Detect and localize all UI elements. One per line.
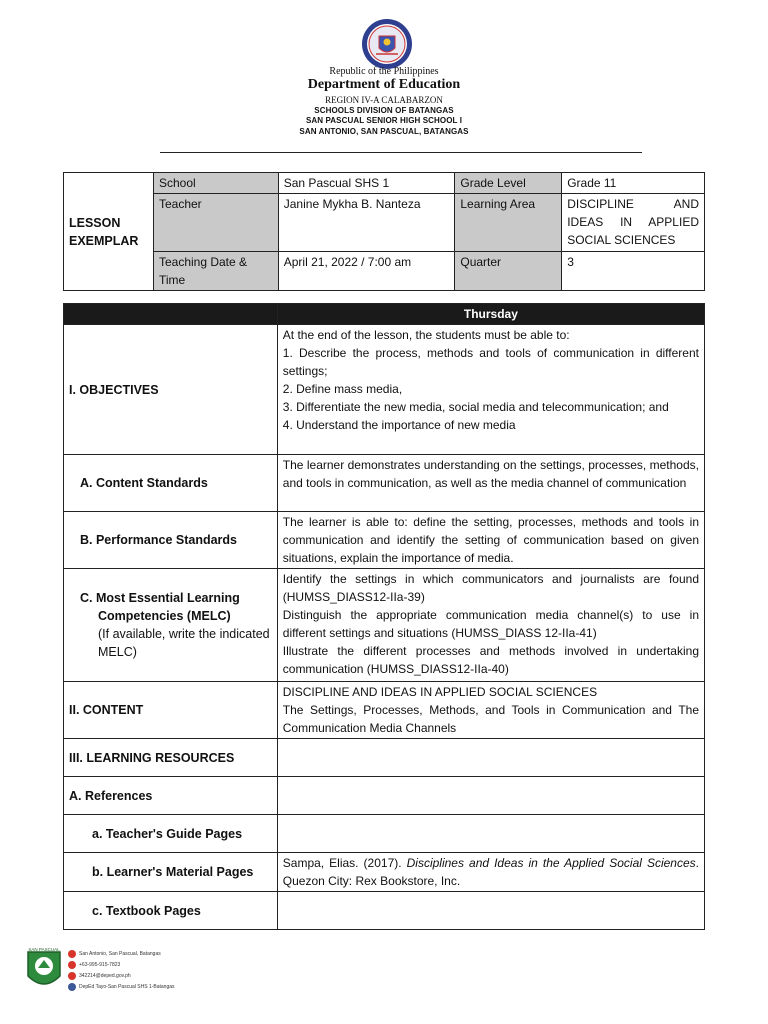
lesson-exemplar-label: LESSON EXEMPLAR	[64, 173, 154, 291]
teachers-guide-label: a. Teacher's Guide Pages	[64, 815, 278, 853]
references-label: A. References	[64, 777, 278, 815]
content-cell	[277, 682, 704, 739]
learners-material-label: b. Learner's Material Pages	[64, 853, 278, 892]
content-label: II. CONTENT	[64, 682, 278, 739]
textbook-pages-label: c. Textbook Pages	[64, 892, 278, 930]
logo-text: SAN PASCUAL	[28, 947, 60, 952]
lm-publisher: . Quezon City: Rex Bookstore, Inc.	[282, 856, 699, 888]
melc-item: Illustrate the different processes and methods involved in undertaking communication (HUMSS_DIASS12-IIa-40)	[282, 644, 699, 676]
email-text[interactable]: 342214@deped.gov.ph	[79, 972, 131, 979]
objectives-label: I. OBJECTIVES	[64, 325, 278, 455]
contact-facebook	[68, 981, 218, 992]
lm-author: Sampa, Elias. (2017).	[282, 856, 407, 870]
school-name-text: SAN PASCUAL SENIOR HIGH SCHOOL I	[305, 116, 463, 125]
references-cell	[277, 777, 704, 815]
contact-address	[68, 948, 218, 959]
melc-note: (If available, write the indicated MELC)	[98, 627, 270, 659]
grade-level-value: Grade 11	[562, 173, 705, 194]
objectives-cell	[277, 325, 704, 455]
contact-phone	[68, 959, 218, 970]
teacher-value: Janine Mykha B. Nanteza	[278, 194, 455, 252]
school-value: San Pascual SHS 1	[278, 173, 455, 194]
facebook-text[interactable]: DepEd Tayo-San Pascual SHS 1-Batangas	[79, 983, 175, 990]
melc-label-line1: C. Most Essential Learning	[80, 591, 240, 605]
division-text: SCHOOLS DIVISION OF BATANGAS	[314, 106, 454, 115]
region-text: REGION IV-A CALABARZON	[325, 95, 443, 105]
teaching-date-label: Teaching Date & Time	[153, 252, 278, 291]
lm-title: Disciplines and Ideas in the Applied Social Sciences	[406, 856, 696, 870]
quarter-value: 3	[562, 252, 705, 291]
republic-text: Republic of the Philippines	[329, 66, 439, 77]
grade-level-label: Grade Level	[455, 173, 562, 194]
quarter-label: Quarter	[455, 252, 562, 291]
facebook-icon	[68, 983, 76, 991]
location-icon	[68, 950, 76, 958]
objective-item: 3. Differentiate the new media, social media and telecommunication; and	[282, 400, 669, 414]
teacher-label: Teacher	[153, 194, 278, 252]
learners-material-cell	[277, 853, 704, 892]
department-title: Department of Education	[307, 77, 461, 92]
objective-item: 1. Describe the process, methods and tools of communication in different settings;	[282, 346, 699, 378]
address-text: San Antonio, San Pascual, Batangas	[79, 950, 161, 957]
deped-seal-icon	[361, 18, 413, 70]
school-address-text: SAN ANTONIO, SAN PASCUAL, BATANGAS	[299, 127, 469, 136]
performance-standards-label: B. Performance Standards	[64, 512, 278, 569]
objective-item: 4. Understand the importance of new media	[282, 418, 516, 432]
objective-item: 2. Define mass media,	[282, 382, 403, 396]
melc-label-cell	[64, 569, 278, 682]
content-topic: The Settings, Processes, Methods, and Tools in Communication and The Communication Media Channels	[282, 703, 699, 735]
melc-item: Identify the settings in which communicators and journalists are found (HUMSS_DIASS12-IIa-39)	[282, 572, 699, 604]
learning-resources-cell	[277, 739, 704, 777]
day-header: Thursday	[277, 304, 704, 325]
melc-cell	[277, 569, 704, 682]
school-label: School	[153, 173, 278, 194]
melc-label-line2: Competencies (MELC)	[98, 609, 231, 623]
learning-resources-label: III. LEARNING RESOURCES	[64, 739, 278, 777]
lesson-plan-table	[63, 303, 705, 930]
textbook-pages-cell	[277, 892, 704, 930]
school-logo-icon	[24, 946, 64, 994]
lesson-info-table	[63, 172, 705, 291]
teachers-guide-cell	[277, 815, 704, 853]
contact-email	[68, 970, 218, 981]
objectives-intro: At the end of the lesson, the students must be able to:	[282, 328, 570, 342]
contact-block	[68, 948, 218, 992]
melc-item: Distinguish the appropriate communication media channel(s) to use in different settings and situations (HUMSS_DIASS 12-IIa-41)	[282, 608, 699, 640]
learning-area-value: DISCIPLINE AND IDEAS IN APPLIED SOCIAL SCIENCES	[562, 194, 705, 252]
content-standards-label: A. Content Standards	[64, 455, 278, 512]
performance-standards-text: The learner is able to: define the setting, processes, methods and tools in communication and identify the setting of communication based on given situations, explain the importance of media.	[277, 512, 704, 569]
learning-area-label: Learning Area	[455, 194, 562, 252]
teaching-date-value: April 21, 2022 / 7:00 am	[278, 252, 455, 291]
header-blank-cell	[64, 304, 278, 325]
phone-text: +63-995-915-7823	[79, 961, 121, 968]
header-divider	[160, 152, 642, 153]
email-icon	[68, 972, 76, 980]
content-subject: DISCIPLINE AND IDEAS IN APPLIED SOCIAL SCIENCES	[282, 685, 598, 699]
content-standards-text: The learner demonstrates understanding on the settings, processes, methods, and tools in communication, as well as the media channel of communication	[277, 455, 704, 512]
phone-icon	[68, 961, 76, 969]
